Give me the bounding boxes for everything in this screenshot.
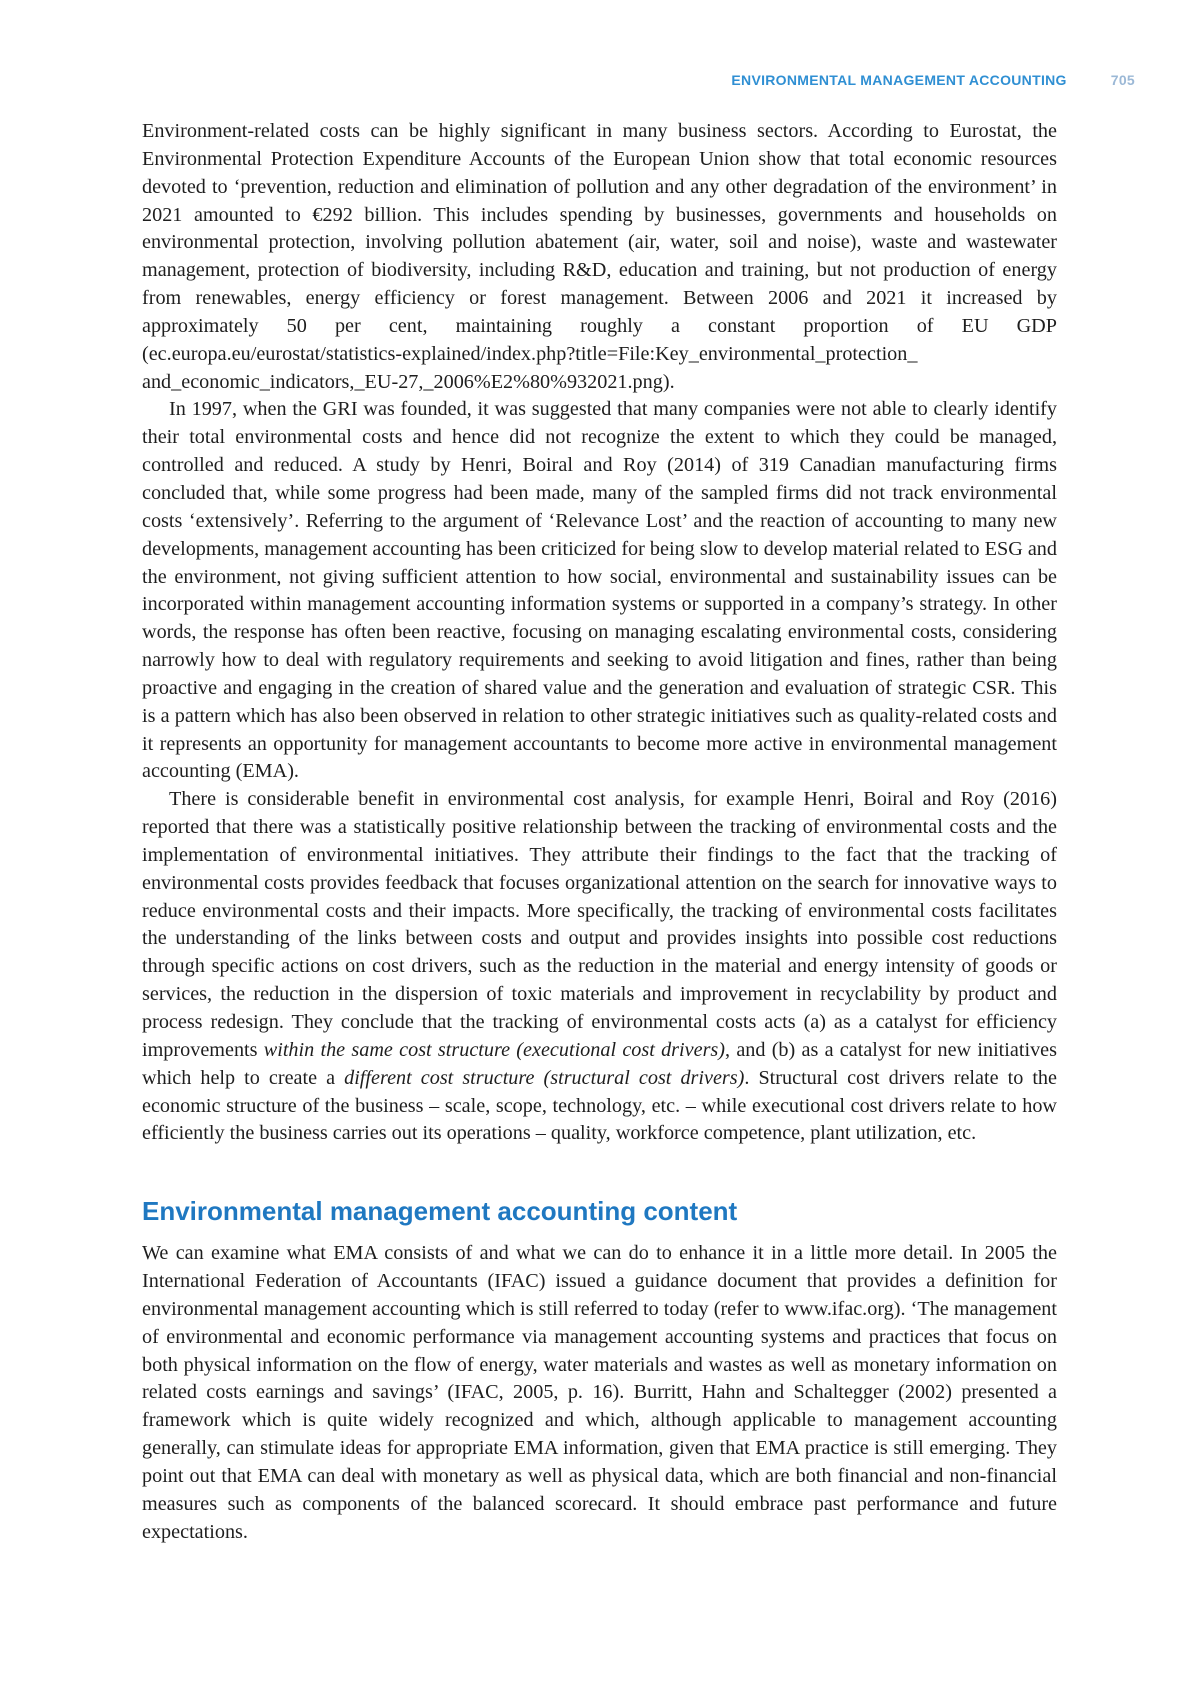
section-heading: Environmental management accounting content [142, 1196, 738, 1227]
page-number: 705 [1110, 72, 1135, 88]
italic-structural-drivers: different cost structure (structural cost drivers) [344, 1066, 745, 1089]
page-body [142, 118, 1057, 1547]
paragraph-eurostat: Environment-related costs can be highly significant in many business sectors. According to Eurostat, the Environmental Protection Expenditure Accounts of the European Union show that total economic resources devoted to ‘prevention, reduction and elimination of pollution and any other degradation of the environment’ in 2021 amounted to €292 billion. This includes spending by businesses, governments and households on environmental protection, involving pollution abatement (air, water, soil and noise), waste and wastewater management, protection of biodiversity, including R&D, education and training, but not production of energy from renewables, energy efficiency or forest management. Between 2006 and 2021 it increased by approximately 50 per cent, maintaining roughly a constant proportion of EU GDP (ec.europa.eu/eurostat/statistics-explained/index.php?title=File:Key_environmental_protection_ and_economic_indicators,_EU-27,_2006%E2%80%932021.png). [142, 120, 1057, 393]
paragraph-cost-analysis-text-2: , and (b) as a catalyst for new initiatives which help to create a [142, 1038, 1057, 1089]
italic-executional-drivers: within the same cost structure (executional cost drivers) [263, 1038, 726, 1061]
paragraph-ema-content: We can examine what EMA consists of and what we can do to enhance it in a little more detail. In 2005 the International Federation of Accountants (IFAC) issued a guidance document that provides a definition for environmental management accounting which is still referred to today (refer to www.ifac.org). ‘The management of environmental and economic performance via management accounting systems and practices that focus on both physical information on the flow of energy, water materials and wastes as well as monetary information on related costs earnings and savings’ (IFAC, 2005, p. 16). Burritt, Hahn and Schaltegger (2002) presented a framework which is quite widely recognized and which, although applicable to management accounting generally, can stimulate ideas for appropriate EMA information, given that EMA practice is still emerging. They point out that EMA can deal with monetary as well as physical data, which are both financial and non-financial measures such as components of the balanced scorecard. It should embrace past performance and future expectations. [142, 1242, 1057, 1543]
running-header [731, 72, 1135, 88]
paragraph-gri: In 1997, when the GRI was founded, it was suggested that many companies were not able to clearly identify their total environmental costs and hence did not recognize the extent to which they could be managed, controlled and reduced. A study by Henri, Boiral and Roy (2014) of 319 Canadian manufacturing firms concluded that, while some progress had been made, many of the sampled firms did not track environmental costs ‘extensively’. Referring to the argument of ‘Relevance Lost’ and the reaction of accounting to many new developments, management accounting has been criticized for being slow to develop material related to ESG and the environment, not giving sufficient attention to how social, environmental and sustainability issues can be incorporated within management accounting information systems or supported in a company’s strategy. In other words, the response has often been reactive, focusing on managing escalating environmental costs, considering narrowly how to deal with regulatory requirements and seeking to avoid litigation and fines, rather than being proactive and engaging in the creation of shared value and the generation and evaluation of strategic CSR. This is a pattern which has also been observed in relation to other strategic initiatives such as quality-related costs and it represents an opportunity for management accountants to become more active in environmental management accounting (EMA). [142, 398, 1057, 783]
running-title: ENVIRONMENTAL MANAGEMENT ACCOUNTING [731, 72, 1067, 88]
paragraph-cost-analysis-text-3: . Structural cost drivers relate to the economic structure of the business – scale, scope, technology, etc. – while executional cost drivers relate to how efficiently the business carries out its operations – quality, workforce competence, plant utilization, etc. [142, 1066, 1057, 1145]
paragraph-cost-analysis-text-1: There is considerable benefit in environmental cost analysis, for example Henri, Boiral and Roy (2016) reported that there was a statistically positive relationship between the tracking of environmental costs and the implementation of environmental initiatives. They attribute their findings to the fact that the tracking of environmental costs provides feedback that focuses organizational attention on the search for innovative ways to reduce environmental costs and their impacts. More specifically, the tracking of environmental costs facilitates the understanding of the links between costs and output and provides insights into possible cost reductions through specific actions on cost drivers, such as the reduction in the material and energy intensity of goods or services, the reduction in the dispersion of toxic materials and improvement in recyclability by product and process redesign. They conclude that the tracking of environmental costs acts (a) as a catalyst for efficiency improvements [142, 788, 1057, 1061]
paragraph-cost-analysis [142, 786, 1057, 1148]
